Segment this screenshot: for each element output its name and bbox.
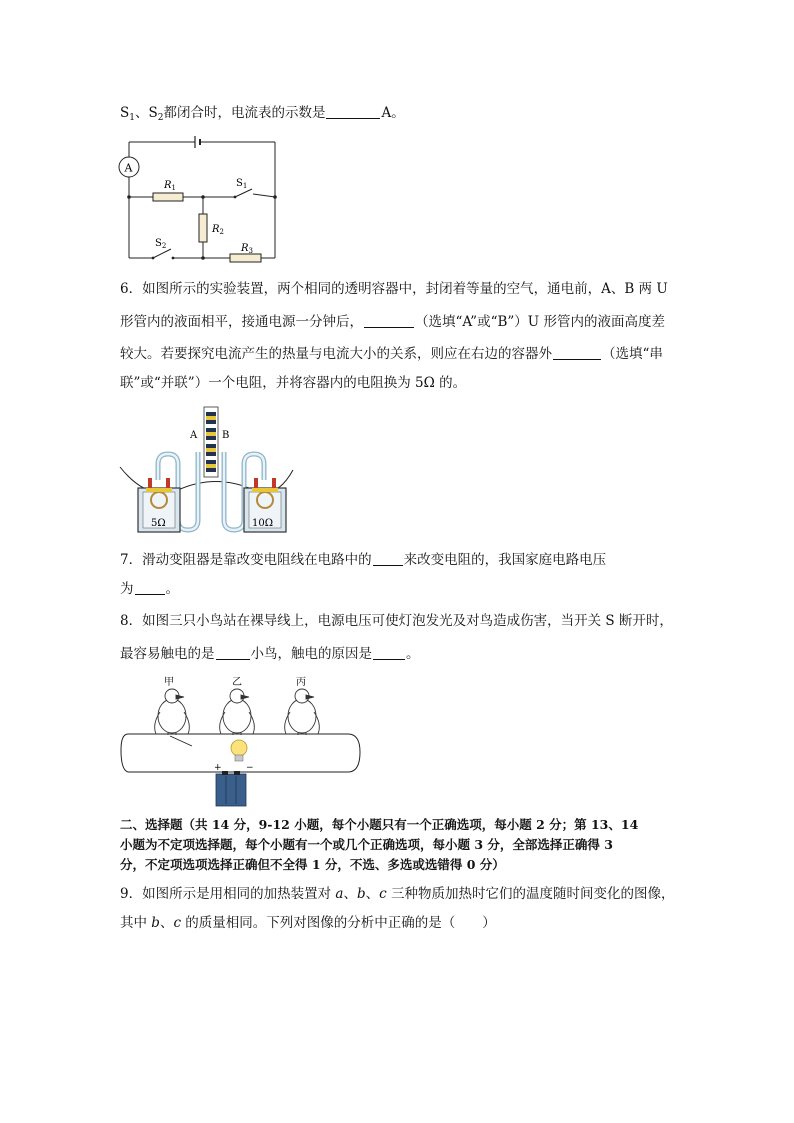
q7-text-b: 来改变电阻的，我国家庭电路电压 (403, 552, 607, 568)
q6-line2 (120, 313, 665, 331)
bird-label-bing: 丙 (296, 677, 306, 688)
q7-blank-2[interactable] (135, 582, 165, 595)
q8-blank-2[interactable] (373, 647, 405, 660)
switch-s1-label: $S_1$ (236, 178, 248, 190)
section-two-line3: 分，不定项选项选择正确但不全得 1 分，不选、多选或选错得 0 分） (120, 857, 505, 872)
q6-line3 (120, 345, 663, 363)
q5-answer-line (120, 104, 405, 127)
bird-label-jia: 甲 (164, 677, 174, 688)
q9-separator: 、 (365, 886, 380, 902)
q9-text-d: 的质量相同。下列对图像的分析中正确的是（ ） (181, 915, 496, 931)
q6-line3-text: 较大。若要探究电流产生的热量与电流大小的关系，则应在右边的容器外 (120, 346, 552, 362)
battery-icon (216, 771, 246, 806)
q8-line1: 8．如图三只小鸟站在裸导线上，电源电压可使灯泡发光及对鸟造成伤害，当开关 S 断开时， (120, 613, 673, 629)
q7-line1 (120, 551, 606, 569)
q6-line1: 6．如图所示的实验装置，两个相同的透明容器中，封闭着等量的空气，通电前，A、B 两 U (120, 281, 668, 297)
s2-label: S (148, 105, 158, 121)
separator: 、 (134, 105, 149, 121)
switch-s2-label: $S_2$ (155, 238, 167, 250)
q5-unit: A。 (381, 105, 405, 121)
label-b: B (222, 430, 230, 441)
resistor-r1 (153, 193, 183, 201)
q8-line2 (120, 645, 420, 663)
q6-blank-2[interactable] (553, 347, 601, 360)
bird-jia-icon (155, 689, 190, 735)
q6-line3-hint: （选填“串 (602, 346, 663, 362)
q5-text: 都闭合时，电流表的示数是 (163, 105, 326, 121)
right-resistor-label: 10Ω (252, 518, 274, 529)
bird-yi-icon (220, 689, 255, 735)
q7-line2 (120, 580, 179, 598)
birds-on-wire-figure (118, 672, 368, 810)
q9-line1 (120, 885, 674, 903)
ammeter-label: A (124, 161, 133, 175)
r1-label: $R_1$ (164, 180, 176, 192)
r3-label: $R_3$ (241, 243, 253, 255)
q7-text-a: 7．滑动变阻器是靠改变电阻线在电路中的 (120, 552, 372, 568)
u-tube-apparatus-figure (118, 402, 298, 537)
q9-separator: 、 (343, 886, 357, 902)
q8-blank-1[interactable] (216, 647, 250, 660)
resistor-r2 (199, 214, 207, 242)
q7-text-c: 为 (120, 581, 134, 597)
s2-subscript: 2 (157, 113, 164, 123)
var-b: b (356, 886, 366, 902)
q7-blank-1[interactable] (373, 553, 403, 566)
var-a: a (335, 886, 344, 902)
q6-line2-text: 形管内的液面相平，接通电源一分钟后， (120, 314, 363, 330)
battery-plus-label: + (214, 763, 222, 773)
var-c: c (173, 915, 182, 931)
q9-line2 (120, 914, 496, 932)
var-c: c (379, 886, 387, 902)
answer-blank[interactable] (326, 106, 380, 119)
resistor-r3 (230, 254, 261, 262)
section-two-line1: 二、选择题（共 14 分，9-12 小题，每个小题只有一个正确选项，每小题 2 分；第 13、14 (120, 817, 639, 832)
bird-bing-icon (285, 689, 320, 735)
label-a: A (190, 430, 198, 441)
var-b: b (151, 915, 160, 931)
bird-label-yi: 乙 (232, 677, 242, 688)
q8-text-c: 。 (406, 646, 420, 662)
q9-text-a: 9．如图所示是用相同的加热装置对 (120, 886, 336, 902)
q9-text-c: 其中 (120, 915, 152, 931)
q6-blank-1[interactable] (364, 315, 414, 328)
s1-label: S (120, 105, 130, 121)
q8-text-a: 最容易触电的是 (120, 646, 215, 662)
r2-label: $R_2$ (212, 224, 224, 236)
circuit-diagram (115, 132, 285, 267)
battery-minus-label: − (246, 763, 254, 773)
s1-subscript: 1 (129, 113, 135, 123)
left-resistor-label: 5Ω (151, 518, 166, 529)
q9-text-b: 三种物质加热时它们的温度随时间变化的图像， (386, 886, 675, 902)
q9-separator: 、 (159, 915, 174, 931)
q6-line2-hint: （选填“A”或“B”）U 形管内的液面高度差 (415, 314, 665, 330)
q8-text-b: 小鸟，触电的原因是 (250, 646, 372, 662)
q7-text-d: 。 (165, 581, 179, 597)
q6-line4: 联”或“并联”）一个电阻，并将容器内的电阻换为 5Ω 的。 (120, 375, 467, 391)
light-bulb-icon (231, 740, 247, 761)
section-two-line2: 小题为不定项选择题，每个小题有一个或几个正确选项，每小题 3 分，全部选择正确得 3 (120, 837, 613, 852)
